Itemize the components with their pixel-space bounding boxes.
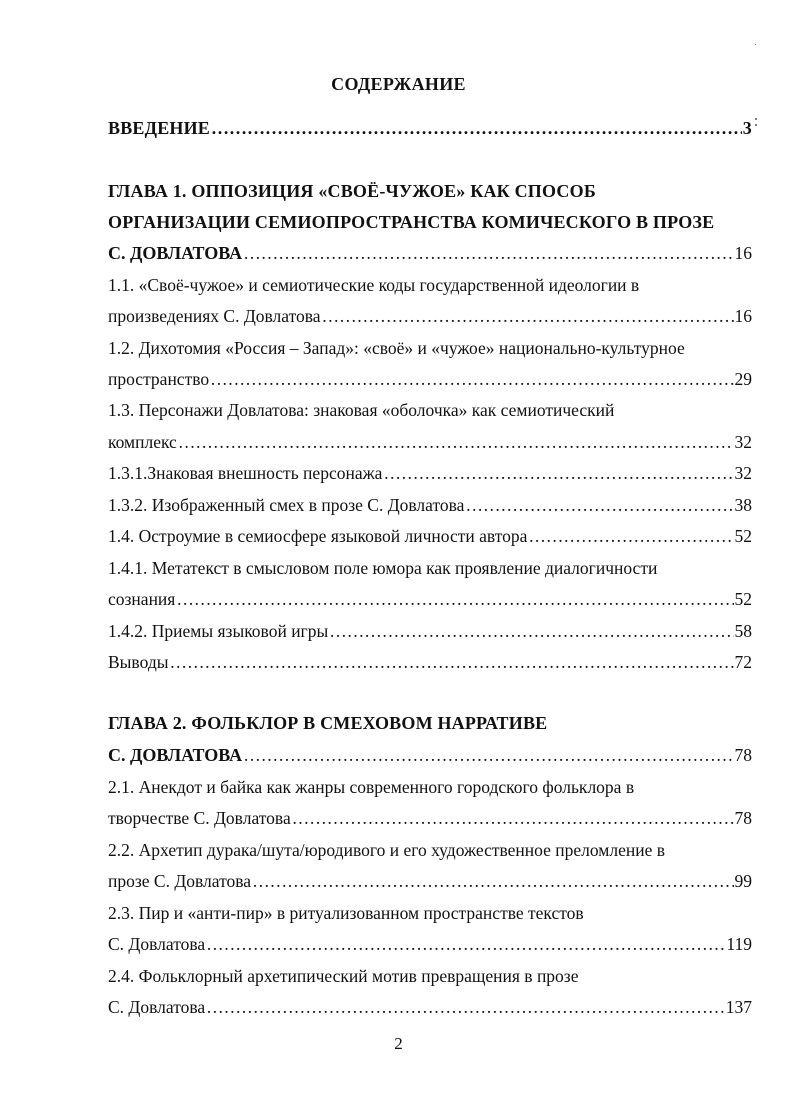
toc-page-number: 32 [734,463,752,483]
dot-leader [169,650,733,674]
scan-speck [755,118,757,120]
toc-entry-2-1[interactable] [108,806,752,830]
toc-entry-text: прозе С. Довлатова [108,871,252,891]
dot-leader [210,367,733,391]
toc-page-number: 119 [726,934,752,954]
toc-entry-text: С. ДОВЛАТОВА [108,745,243,765]
toc-entry-1-3[interactable] [108,430,752,454]
toc-entry-text: 1.3.2. Изображенный смех в прозе С. Довлатова [108,495,465,515]
dot-leader [322,304,734,328]
dot-leader [206,932,725,956]
toc-entry-1-4[interactable] [108,524,752,548]
toc-entry-1-4-2[interactable] [108,619,752,643]
scan-speck [755,44,756,45]
toc-entry-chapter-2[interactable] [108,743,752,767]
toc-entry-text: 1.3.1.Знаковая внешность персонажа [108,463,383,483]
toc-page-number: 78 [734,745,752,765]
dot-leader [243,743,733,767]
toc-entry-2-2-line-1: 2.2. Архетип дурака/шута/юродивого и его художественное преломление в [108,840,666,860]
dot-leader [211,116,742,140]
toc-page-number: 137 [725,997,752,1017]
dot-leader [206,995,725,1019]
toc-entry-text: творчестве С. Довлатова [108,808,291,828]
chapter-1-heading-line-1: ГЛАВА 1. ОППОЗИЦИЯ «СВОЁ-ЧУЖОЕ» КАК СПОСОБ [108,181,596,201]
toc-entry-2-1-line-1: 2.1. Анекдот и байка как жанры современного городского фольклора в [108,777,635,797]
toc-entry-text: комплекс [108,432,177,452]
toc-entry-chapter-1[interactable] [108,241,752,265]
toc-page-number: 38 [734,495,752,515]
toc-entry-2-4[interactable] [108,995,752,1019]
toc-entry-1-4-1[interactable] [108,587,752,611]
toc-entry-text: ВВЕДЕНИЕ [108,118,211,138]
toc-entry-introduction[interactable] [108,116,752,140]
toc-entry-text: С. Довлатова [108,934,206,954]
dot-leader [465,493,733,517]
toc-page-number: 16 [734,243,752,263]
page-number: 2 [394,1034,403,1053]
toc-entry-text: Выводы [108,652,169,672]
toc-entry-conclusions-1[interactable] [108,650,752,674]
toc-entry-1-3-line-1: 1.3. Персонажи Довлатова: знаковая «оболочка» как семиотический [108,400,615,420]
toc-entry-1-4-1-line-1: 1.4.1. Метатекст в смысловом поле юмора как проявление диалогичности [108,558,658,578]
toc-entry-text: произведениях С. Довлатова [108,306,321,326]
toc-page-number: 99 [734,871,752,891]
toc-entry-text: 1.4.2. Приемы языковой игры [108,621,329,641]
dot-leader [243,241,733,265]
toc-page-number: 52 [734,589,752,609]
dot-leader [383,461,733,485]
toc-entry-text: пространство [108,369,210,389]
toc-entry-text: 1.4. Остроумие в семиосфере языковой личности автора [108,526,528,546]
chapter-1-heading-line-2: ОРГАНИЗАЦИИ СЕМИОПРОСТРАНСТВА КОМИЧЕСКОГО В ПРОЗЕ [108,212,715,232]
toc-page-number: 16 [734,306,752,326]
toc-entry-1-2-line-1: 1.2. Дихотомия «Россия – Запад»: «своё» и «чужое» национально-культурное [108,338,685,358]
toc-entry-text: С. Довлатова [108,997,206,1017]
dot-leader [292,806,734,830]
toc-entry-text: сознания [108,589,176,609]
toc-page-number: 78 [734,808,752,828]
toc-entry-2-2[interactable] [108,869,752,893]
toc-page-number: 32 [734,432,752,452]
toc-page-number: 3 [742,118,752,138]
toc-page-number: 58 [734,621,752,641]
toc-page-number: 72 [734,652,752,672]
toc-entry-text: С. ДОВЛАТОВА [108,243,243,263]
dot-leader [178,430,734,454]
toc-entry-1-1[interactable] [108,304,752,328]
toc-entry-1-3-1[interactable] [108,461,752,485]
toc-entry-1-3-2[interactable] [108,493,752,517]
dot-leader [252,869,733,893]
toc-page-number: 52 [734,526,752,546]
scan-speck [755,124,757,126]
toc-entry-2-4-line-1: 2.4. Фольклорный архетипический мотив превращения в прозе [108,966,579,986]
toc-entry-2-3-line-1: 2.3. Пир и «анти-пир» в ритуализованном пространстве текстов [108,903,584,923]
dot-leader [329,619,733,643]
dot-leader [176,587,733,611]
dot-leader [528,524,733,548]
toc-entry-1-1-line-1: 1.1. «Своё-чужое» и семиотические коды государственной идеологии в [108,275,640,295]
toc-page-number: 29 [734,369,752,389]
toc-entry-1-2[interactable] [108,367,752,391]
toc-entry-2-3[interactable] [108,932,752,956]
page-title: СОДЕРЖАНИЕ [331,74,466,94]
chapter-2-heading-line-1: ГЛАВА 2. ФОЛЬКЛОР В СМЕХОВОМ НАРРАТИВЕ [108,713,548,733]
